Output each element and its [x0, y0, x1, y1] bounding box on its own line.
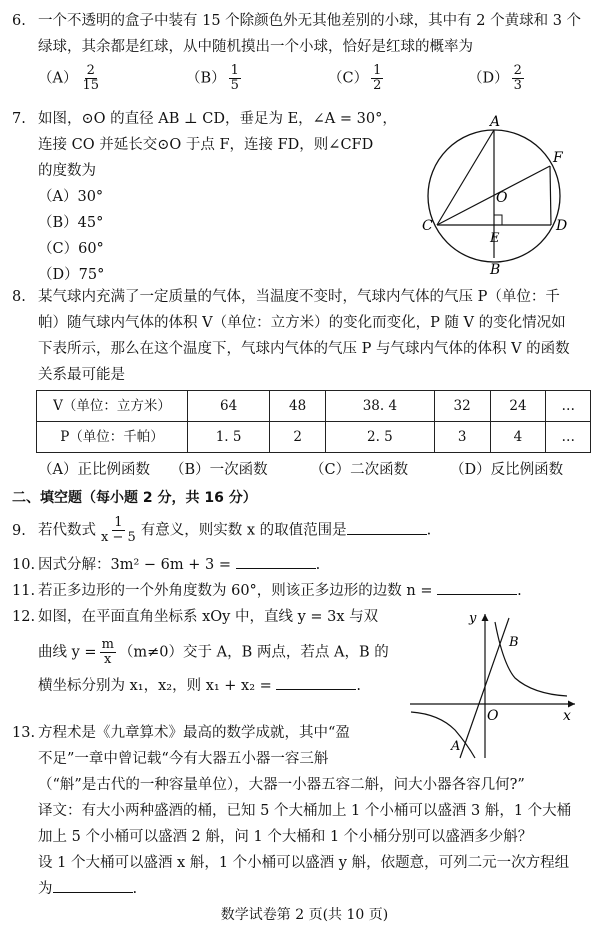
label-x: x — [563, 708, 571, 724]
table-cell: 3 — [434, 422, 490, 453]
table-cell: 64 — [188, 391, 270, 422]
option-a[interactable]: （A）30° — [38, 189, 104, 205]
answer-blank[interactable] — [276, 673, 356, 690]
question-number: 11. — [12, 583, 36, 599]
question-text: 方程术是《九章算术》最高的数学成就，其中“盈 — [38, 725, 350, 741]
table-cell: 24 — [490, 391, 546, 422]
table-cell: V（单位：立方米） — [37, 391, 188, 422]
label-f: F — [553, 150, 563, 166]
question-number: 8. — [12, 289, 26, 305]
option-d[interactable]: （D） $\frac{2}{3}$ — [468, 63, 522, 93]
question-text: 因式分解：3m² − 6m + 3 = — [38, 557, 231, 573]
options — [38, 457, 608, 483]
table-cell: 48 — [270, 391, 326, 422]
question-number: 7. — [12, 111, 26, 127]
question-text: 关系最可能是 — [38, 367, 125, 383]
option-c[interactable]: （C）二次函数 — [310, 462, 409, 478]
question-12: 12. 如图，在平面直角坐标系 xOy 中，直线 y = 3x 与双 曲线 y = $\frac{m}{x}$ （m≠0）交于 A，B 两点，若点 A，B 的 横坐标分别为 x₁，x₂，则 x₁ + x₂ = . — [12, 604, 412, 699]
question-8 — [12, 284, 602, 388]
circle-figure — [420, 108, 600, 280]
table-cell: 4 — [490, 422, 546, 453]
question-text: 如图，在平面直角坐标系 xOy 中，直线 y = 3x 与双 — [38, 609, 379, 625]
question-text: 帕）随气球内气体的体积 V（单位：立方米）的变化而变化，P 随 V 的变化情况如 — [38, 315, 566, 331]
question-text: 一个不透明的盒子中装有 15 个除颜色外无其他差别的小球，其中有 2 个黄球和 3 个 — [38, 13, 582, 29]
table-cell: 38. 4 — [326, 391, 435, 422]
label-o: O — [496, 190, 508, 206]
question-text: 某气球内充满了一定质量的气体，当温度不变时，气球内气体的气压 P（单位：千 — [38, 289, 560, 305]
table-cell: P（单位：千帕） — [37, 422, 188, 453]
right-angle-mark — [494, 215, 502, 225]
question-text: 不足”一章中曾记载“今有大器五小器一容三斛 — [38, 751, 329, 767]
question-text: 连接 CO 并延长交⊙O 于点 F，连接 FD，则∠CFD — [38, 137, 374, 153]
question-text: 若代数式 — [38, 522, 96, 539]
option-d[interactable]: （D）反比例函数 — [450, 462, 564, 478]
option-d[interactable]: （D）75° — [38, 267, 105, 283]
label-d: D — [556, 218, 568, 234]
hyperbola-branch-1 — [495, 622, 567, 696]
label-e: E — [490, 231, 500, 246]
question-number: 10. — [12, 557, 36, 573]
pressure-volume-table — [36, 390, 591, 453]
label-b: B — [509, 635, 519, 650]
question-text: 下表所示，那么在这个温度下，气球内气体的气压 P 与气球内气体的体积 V 的函数 — [38, 341, 570, 357]
answer-blank[interactable] — [437, 578, 517, 595]
question-number: 12. — [12, 609, 36, 625]
question-text: 有意义，则实数 x 的取值范围是 — [140, 522, 347, 539]
section-title: 二、填空题（每小题 2 分，共 16 分） — [12, 490, 257, 506]
answer-blank[interactable] — [347, 518, 427, 535]
question-6 — [12, 8, 602, 98]
question-number: 13. — [12, 725, 36, 741]
option-c[interactable]: （C） $\frac{1}{2}$ — [328, 63, 382, 93]
question-text: 的度数为 — [38, 163, 96, 179]
label-o: O — [487, 708, 499, 724]
fraction: $\frac{1}{x - 5}$ — [101, 515, 136, 545]
question-number: 6. — [12, 13, 26, 29]
table-row — [37, 422, 591, 453]
question-text: 为 — [38, 881, 53, 897]
table-cell: … — [546, 391, 591, 422]
question-text: 译文：有大小两种盛酒的桶，已知 5 个大桶加上 1 个小桶可以盛酒 3 斛，1 个大桶 — [38, 803, 572, 819]
label-y: y — [469, 611, 477, 626]
table-cell: 2. 5 — [326, 422, 435, 453]
question-text: 横坐标分别为 x₁，x₂，则 x₁ + x₂ = — [38, 678, 272, 694]
label-a: A — [490, 114, 501, 130]
answer-blank[interactable] — [236, 552, 316, 569]
question-10: 10. 因式分解：3m² − 6m + 3 = . — [12, 552, 602, 578]
option-c[interactable]: （C）60° — [38, 241, 104, 257]
question-text: 曲线 y = — [38, 644, 97, 661]
table-row — [37, 391, 591, 422]
question-13: 13. 方程术是《九章算术》最高的数学成就，其中“盈 不足”一章中曾记载“今有大器五小器一容三斛 （“斛”是古代的一种容量单位），大器一小器五容二斛，问大小器各容几何?” 译文：有大小两种盛酒的桶，已知 5 个大桶加上 1 个小桶可以盛酒 3 斛，1 个大桶 加上 5 个小桶可以盛酒 2 斛，问 1 个大桶和 1 个小桶分别可以盛酒多少斛？ 设 1 个大桶可以盛酒 x 斛，1 个小桶可以盛酒 y 斛，依题意，可列二元一次方程组 为 . — [12, 720, 602, 902]
question-text: （m≠0）交于 A，B 两点，若点 A，B 的 — [118, 644, 389, 661]
question-9: 9. 若代数式 $\frac{1}{x - 5}$ 有意义，则实数 x 的取值范围是 . — [12, 515, 432, 545]
table-cell: 2 — [270, 422, 326, 453]
question-text: 加上 5 个小桶可以盛酒 2 斛，问 1 个大桶和 1 个小桶分别可以盛酒多少斛？ — [38, 829, 533, 845]
question-text: 设 1 个大桶可以盛酒 x 斛，1 个小桶可以盛酒 y 斛，依题意，可列二元一次方程组 — [38, 855, 570, 871]
question-7 — [12, 106, 432, 288]
question-11: 11. 若正多边形的一个外角度数为 60°，则该正多边形的边数 n = . — [12, 578, 602, 604]
question-text: 如图，⊙O 的直径 AB ⊥ CD，垂足为 E，∠A = 30°， — [38, 111, 397, 127]
option-b[interactable]: （B）一次函数 — [170, 462, 268, 478]
option-b[interactable]: （B） $\frac{1}{5}$ — [186, 63, 239, 93]
option-a[interactable]: （A） $\frac{2}{15}$ — [38, 63, 100, 93]
option-a[interactable]: （A）正比例函数 — [38, 462, 150, 478]
label-c: C — [422, 218, 433, 234]
answer-blank[interactable] — [53, 876, 133, 893]
question-text: （“斛”是古代的一种容量单位），大器一小器五容二斛，问大小器各容几何?” — [38, 777, 525, 793]
fraction: $\frac{m}{x}$ — [101, 637, 114, 667]
question-number: 9. — [12, 522, 26, 539]
page-footer: 数学试卷第 2 页(共 10 页) — [220, 907, 389, 923]
segment-fd — [550, 166, 551, 225]
y-axis-arrow — [482, 614, 489, 621]
x-axis-arrow — [568, 701, 575, 708]
table-cell: 32 — [434, 391, 490, 422]
question-text: 若正多边形的一个外角度数为 60°，则该正多边形的边数 n = — [38, 583, 433, 599]
option-b[interactable]: （B）45° — [38, 215, 104, 231]
label-b: B — [490, 262, 501, 278]
table-cell: 1. 5 — [188, 422, 270, 453]
label-a: A — [451, 739, 461, 754]
options — [38, 64, 602, 98]
question-text: 绿球，其余都是红球，从中随机摸出一个小球，恰好是红球的概率为 — [38, 39, 473, 55]
table-cell: … — [546, 422, 591, 453]
